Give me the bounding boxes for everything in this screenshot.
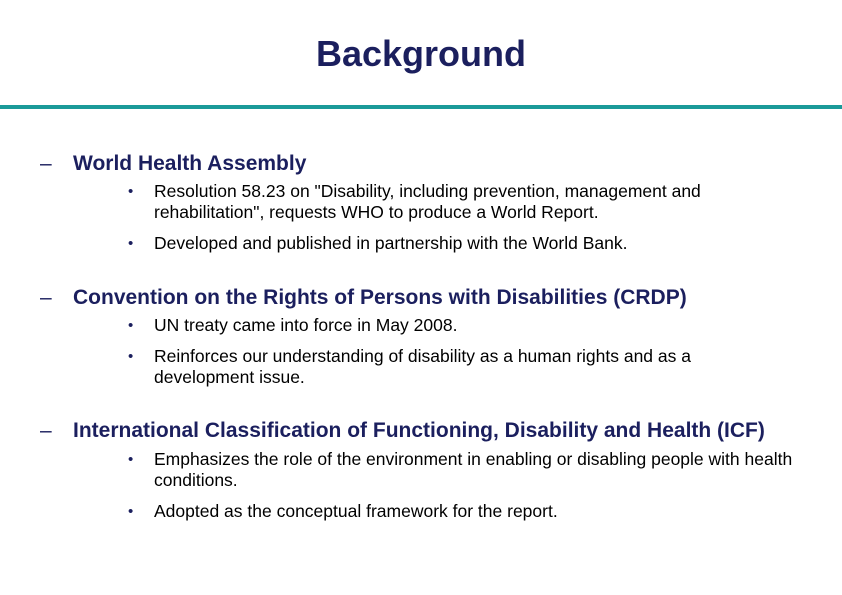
bullet-dot: • xyxy=(128,183,134,200)
bullet-list xyxy=(40,181,820,254)
dash-marker: – xyxy=(40,286,52,309)
bullet-item xyxy=(128,181,794,223)
dash-marker: – xyxy=(40,152,52,175)
bullet-item xyxy=(128,315,794,336)
section-heading xyxy=(40,151,820,176)
bullet-list xyxy=(40,449,820,522)
section-icf xyxy=(40,418,820,522)
bullet-dot: • xyxy=(128,235,134,252)
bullet-text: UN treaty came into force in May 2008. xyxy=(154,315,458,335)
slide-title: Background xyxy=(315,33,527,74)
bullet-text: Emphasizes the role of the environment in enabling or disabling people with health conditions. xyxy=(154,449,793,490)
bullet-item xyxy=(128,449,794,491)
bullet-item xyxy=(128,346,774,388)
bullet-dot: • xyxy=(128,451,134,468)
section-heading xyxy=(40,285,820,310)
bullet-dot: • xyxy=(128,317,134,334)
bullet-text: Reinforces our understanding of disability as a human rights and as a development issue. xyxy=(154,346,691,387)
bullet-dot: • xyxy=(128,348,134,365)
bullet-text: Adopted as the conceptual framework for the report. xyxy=(154,501,558,521)
bullet-item xyxy=(128,501,794,522)
bullet-list xyxy=(40,315,820,388)
section-heading-text: Convention on the Rights of Persons with Disabilities (CRDP) xyxy=(73,286,687,309)
bullet-text: Developed and published in partnership with the World Bank. xyxy=(154,233,628,253)
section-heading-text: World Health Assembly xyxy=(73,152,307,175)
title-divider xyxy=(0,105,842,109)
section-heading xyxy=(40,418,833,443)
section-heading-text: International Classification of Functioning, Disability and Health (ICF) xyxy=(73,419,765,442)
section-crpd xyxy=(40,285,820,388)
bullet-item xyxy=(128,233,794,254)
bullet-dot: • xyxy=(128,503,134,520)
dash-marker: – xyxy=(40,419,52,442)
section-world-health-assembly xyxy=(40,151,820,254)
bullet-text: Resolution 58.23 on "Disability, including prevention, management and rehabilitation", requests WHO to produce a World Report. xyxy=(154,181,701,222)
